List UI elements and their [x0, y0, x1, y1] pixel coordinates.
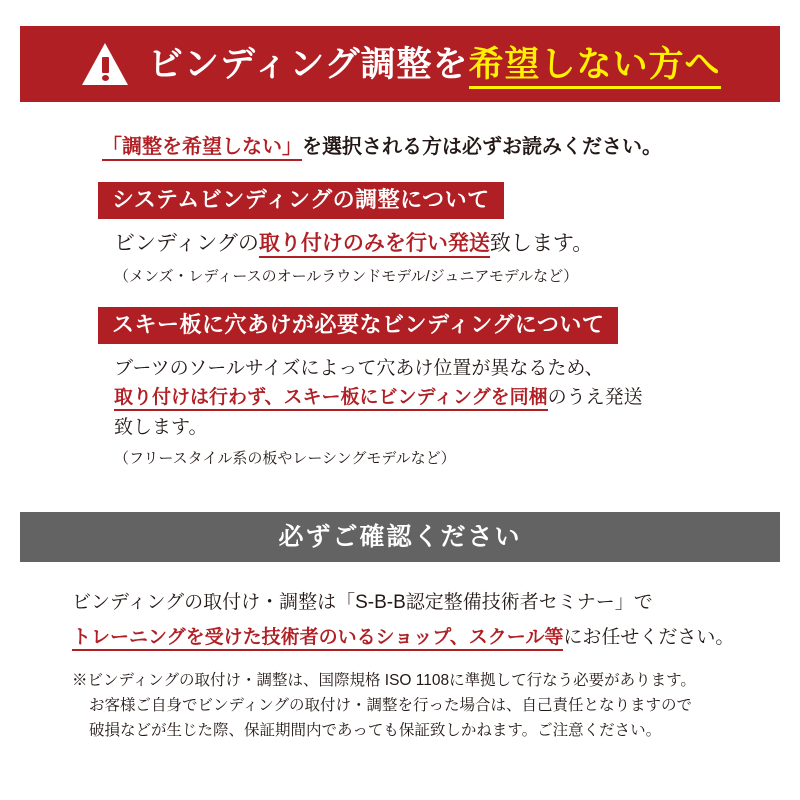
confirm-line-2-emph: トレーニングを受けた技術者のいるショップ、スクール等 — [72, 627, 563, 651]
fineprint-line-3: 破損などが生じた際、保証期間内であっても保証致しかねます。ご注意ください。 — [89, 721, 662, 739]
confirm-body — [20, 572, 780, 744]
section-body-system-binding — [114, 229, 746, 259]
lead-quoted: 「調整を希望しない」 — [102, 136, 302, 161]
banner-title-plain: ビンディング調整を — [148, 44, 469, 84]
warning-banner — [20, 26, 780, 102]
confirm-banner — [20, 512, 780, 562]
fineprint-line-1: ※ビンディングの取付け・調整は、国際規格 ISO 1108に準拠して行なう必要があります。 — [72, 672, 696, 690]
section-note-drilling: （フリースタイル系の板やレーシングモデルなど） — [114, 450, 456, 468]
section-note-system-binding: （メンズ・レディースのオールラウンドモデル/ジュニアモデルなど） — [114, 267, 579, 285]
banner-title — [148, 44, 721, 84]
fineprint-line-2: お客様ご自身でビンディングの取付け・調整を行った場合は、自己責任となりますので — [89, 696, 692, 714]
confirm-line-1: ビンディングの取付け・調整は「S-B-B認定整備技術者セミナー」で — [72, 592, 653, 613]
drill-line-1: ブーツのソールサイズによって穴あけ位置が異なるため、 — [114, 358, 604, 380]
section-body-drilling — [114, 354, 746, 442]
confirm-line-2-post: にお任せください。 — [563, 626, 735, 648]
lead-paragraph — [102, 134, 746, 160]
exclamation-bar — [102, 57, 109, 73]
sys-body-pre: ビンディングの — [114, 232, 259, 256]
confirm-line-2 — [72, 625, 750, 652]
section-heading-drilling: スキー板に穴あけが必要なビンディングについて — [98, 307, 618, 344]
exclamation-dot — [102, 75, 109, 81]
drill-line-2-post: のうえ発送 — [547, 387, 643, 409]
drill-line-2 — [114, 383, 746, 412]
sys-body-emph: 取り付けのみを行い発送 — [259, 232, 490, 258]
confirm-fineprint — [72, 669, 750, 743]
confirm-banner-title: 必ずご確認ください — [278, 522, 522, 551]
drill-line-3: 致します。 — [114, 416, 208, 438]
drill-line-2-emph: 取り付けは行わず、スキー板にビンディングを同梱 — [114, 387, 548, 411]
section-heading-system-binding: システムビンディングの調整について — [98, 182, 504, 219]
lead-rest: を選択される方は必ずお読みください。 — [302, 136, 662, 158]
warning-triangle-icon — [82, 43, 128, 85]
sys-body-post: 致します。 — [489, 232, 594, 256]
banner-title-highlight: 希望しない方へ — [469, 45, 721, 89]
notice-body — [20, 102, 780, 482]
